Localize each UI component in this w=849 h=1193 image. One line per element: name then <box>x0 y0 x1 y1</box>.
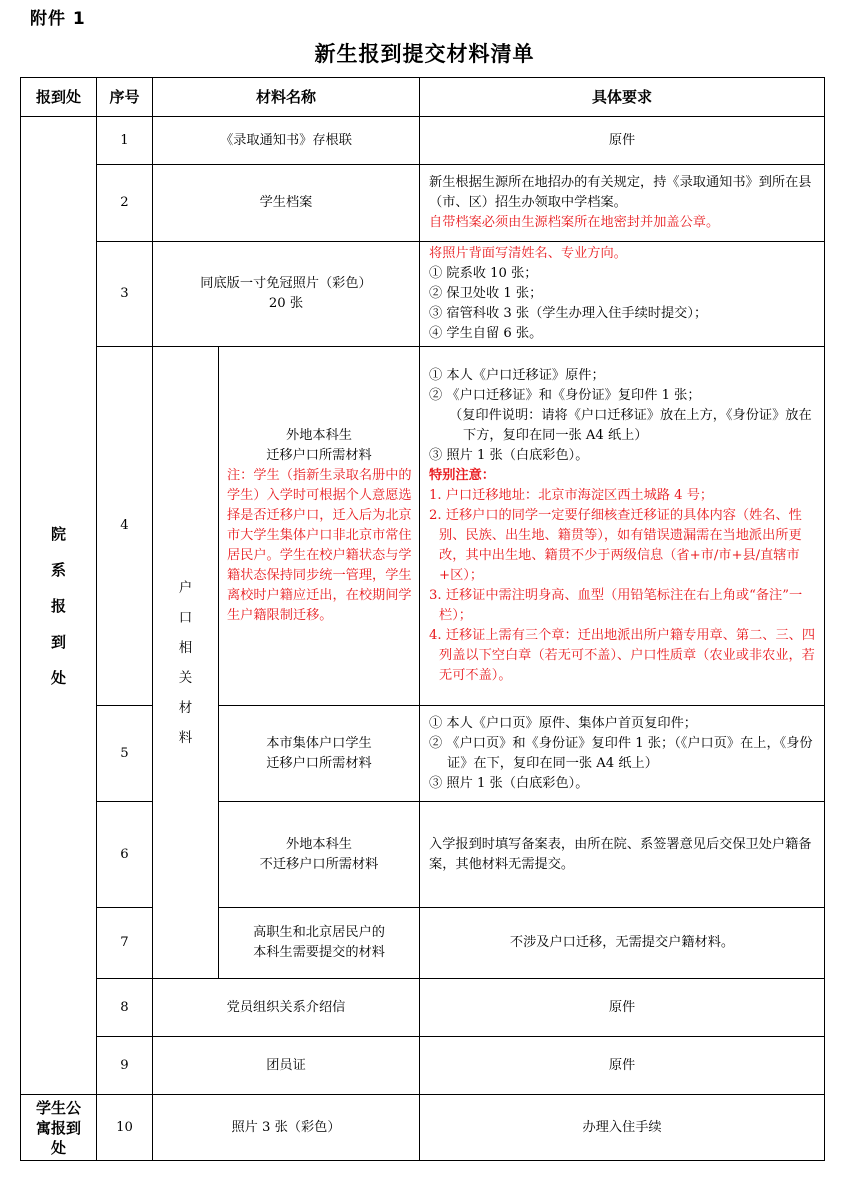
material-name: 本市集体户口学生 迁移户口所需材料 <box>219 706 420 802</box>
material-requirement: 不涉及户口迁移，无需提交户籍材料。 <box>420 908 825 979</box>
material-name: 学生档案 <box>153 165 420 242</box>
materials-table <box>20 77 825 1161</box>
table-row <box>21 706 825 802</box>
row-number: 2 <box>97 165 153 242</box>
table-row <box>21 242 825 347</box>
table-row <box>21 1037 825 1095</box>
row-number: 4 <box>97 347 153 706</box>
material-requirement: ① 本人《户口页》原件、集体户首页复印件； ② 《户口页》和《身份证》复印件 1 张；（《户口页》在上，《身份证》在下，复印在同一张 A4 纸上） ③ 照片 1 张（白底彩色）。 <box>420 706 825 802</box>
material-requirement: ① 本人《户口迁移证》原件； ② 《户口迁移证》和《身份证》复印件 1 张； （复印件说明：请将《户口迁移证》放在上方，《身份证》放在下方，复印在同一张 A4 纸上） ③ 照片 1 张（白底彩色）。 特别注意： 1. 户口迁移地址：北京市海淀区西土城路 4 号； 2. 迁移户口的同学一定要仔细核查迁移证的具体内容（姓名、性别、民族、出生地、籍贯等），如有错误遗漏需在当地派出所更改，其中出生地、籍贯不少于两级信息（省+市/市+县/直辖市+区）； 3. 迁移证中需注明身高、血型（用铅笔标注在右上角或“备注”一栏）； 4. 迁移证上需有三个章：迁出地派出所户籍专用章、第二、三、四列盖以下空白章（若无可不盖）、户口性质章（农业或非农业，若无可不盖）。 <box>420 347 825 706</box>
material-requirement: 办理入住手续 <box>420 1095 825 1161</box>
material-name: 团员证 <box>153 1037 420 1095</box>
material-name: 外地本科生 迁移户口所需材料 注：学生（指新生录取名册中的学生）入学时可根据个人意愿选择是否迁移户口，迁入后为北京市大学生集体户口非北京市常住居民户。学生在校户籍状态与学籍状态保持同步统一管理，学生离校时户籍应迁出，在校期间学生户籍限制迁移。 <box>219 347 420 706</box>
row-number: 8 <box>97 979 153 1037</box>
material-requirement: 原件 <box>420 117 825 165</box>
hukou-note: 注：学生（指新生录取名册中的学生）入学时可根据个人意愿选择是否迁移户口，迁入后为北京市大学生集体户口非北京市常住居民户。学生在校户籍状态与学籍状态保持同步统一管理，学生离校时户籍应迁出，在校期间学生户籍限制迁移。 <box>227 468 412 623</box>
material-name: 《录取通知书》存根联 <box>153 117 420 165</box>
row-number: 9 <box>97 1037 153 1095</box>
header-no: 序号 <box>97 78 153 117</box>
row-number: 6 <box>97 802 153 908</box>
table-row <box>21 908 825 979</box>
special-note-title: 特别注意： <box>429 468 495 483</box>
dorm-office-cell: 学生公 寓报到 处 <box>21 1095 97 1161</box>
header-office: 报到处 <box>21 78 97 117</box>
table-header-row <box>21 78 825 117</box>
dept-office-cell: 院 系 报 到 处 <box>21 117 97 1095</box>
table-row <box>21 347 825 706</box>
material-name: 照片 3 张（彩色） <box>153 1095 420 1161</box>
row-number: 5 <box>97 706 153 802</box>
material-requirement: 入学报到时填写备案表，由所在院、系签署意见后交保卫处户籍备案，其他材料无需提交。 <box>420 802 825 908</box>
material-requirement: 将照片背面写清姓名、专业方向。 ① 院系收 10 张； ② 保卫处收 1 张； ③ 宿管科收 3 张（学生办理入住手续时提交）； ④ 学生自留 6 张。 <box>420 242 825 347</box>
material-name: 同底版一寸免冠照片（彩色） 20 张 <box>153 242 420 347</box>
material-requirement: 原件 <box>420 1037 825 1095</box>
row-number: 3 <box>97 242 153 347</box>
material-name: 高职生和北京居民户的 本科生需要提交的材料 <box>219 908 420 979</box>
row-number: 10 <box>97 1095 153 1161</box>
table-row <box>21 979 825 1037</box>
material-requirement: 新生根据生源所在地招办的有关规定，持《录取通知书》到所在县（市、区）招生办领取中学档案。 自带档案必须由生源档案所在地密封并加盖公章。 <box>420 165 825 242</box>
page-title: 新生报到提交材料清单 <box>314 42 535 66</box>
annex-label: 附件 1 <box>30 9 86 29</box>
table-row <box>21 165 825 242</box>
material-requirement: 原件 <box>420 979 825 1037</box>
header-name: 材料名称 <box>153 78 420 117</box>
header-requirements: 具体要求 <box>420 78 825 117</box>
row-number: 1 <box>97 117 153 165</box>
material-name: 外地本科生 不迁移户口所需材料 <box>219 802 420 908</box>
hukou-group-label: 户 口 相 关 材 料 <box>153 347 219 979</box>
table-row <box>21 802 825 908</box>
material-name: 党员组织关系介绍信 <box>153 979 420 1037</box>
row-number: 7 <box>97 908 153 979</box>
table-row <box>21 1095 825 1161</box>
table-row <box>21 117 825 165</box>
